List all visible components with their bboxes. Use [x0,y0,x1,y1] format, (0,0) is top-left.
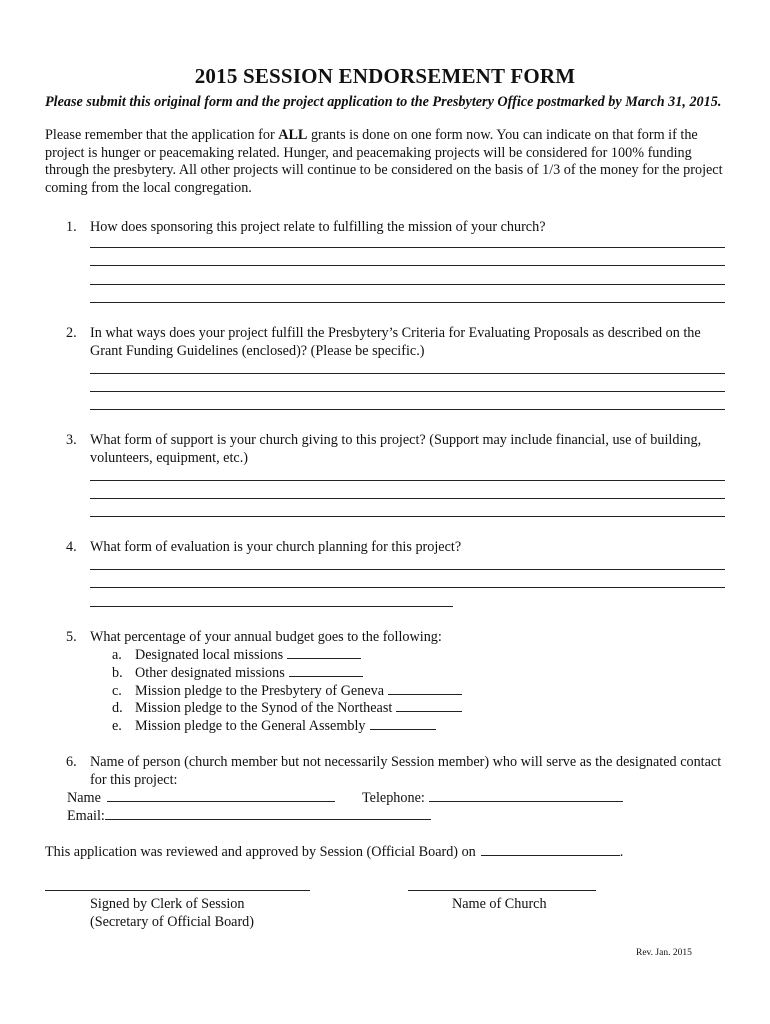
answer-line[interactable] [90,587,725,588]
intro-text-start: Please remember that the application for [45,127,279,143]
contact-email-field[interactable] [105,807,431,820]
item-label: Other designated missions [135,665,285,681]
answer-line[interactable] [90,480,725,481]
question-text: What form of support is your church giving to this project? (Support may include financial, use of building, volunteers, equipment, etc.) [90,432,702,466]
answer-line[interactable] [90,247,725,248]
contact-name-field[interactable] [107,789,335,802]
church-name-caption: Name of Church [452,896,547,912]
percentage-field[interactable] [388,682,462,695]
question-text: How does sponsoring this project relate to fulfilling the mission of your church? [90,219,546,235]
church-name-line[interactable] [408,890,596,891]
answer-line[interactable] [90,373,725,374]
item-letter: b. [112,665,123,681]
item-letter: c. [112,683,122,699]
answer-line[interactable] [90,302,725,303]
item-label: Mission pledge to the Presbytery of Geneva [135,683,385,699]
item-label: Mission pledge to the Synod of the Northeast [135,700,393,716]
question-text: Name of person (church member but not necessarily Session member) who will serve as the designated contact for this project: [90,754,722,788]
approval-date-field[interactable] [481,843,620,856]
revision-date: Rev. Jan. 2015 [636,948,692,958]
question-text: What form of evaluation is your church planning for this project? [90,539,462,555]
contact-telephone-field[interactable] [429,789,623,802]
question-number: 6. [66,754,77,770]
answer-line[interactable] [90,516,725,517]
name-label: Name [67,790,101,806]
answer-line[interactable] [90,265,725,266]
answer-line[interactable] [90,569,725,570]
approval-text: This application was reviewed and approved by Session (Official Board) on [45,844,476,860]
contact-name-row [67,789,335,807]
clerk-signature-line[interactable] [45,890,310,891]
question-number: 2. [66,325,77,341]
question-number: 4. [66,539,77,555]
answer-line[interactable] [90,284,725,285]
percentage-field[interactable] [396,699,462,712]
percentage-field[interactable] [370,717,436,730]
percentage-field[interactable] [289,664,363,677]
approval-period: . [619,844,624,860]
percentage-field[interactable] [287,646,361,659]
item-letter: d. [112,700,123,716]
contact-telephone-row [362,789,623,807]
item-letter: e. [112,718,122,734]
clerk-title-caption: (Secretary of Official Board) [90,914,255,930]
intro-paragraph [45,127,735,197]
answer-line[interactable] [90,409,725,410]
submission-instructions: Please submit this original form and the project application to the Presbytery Office postmarked by March 31, 2015. [45,94,722,110]
intro-text-emphasis: ALL [278,127,308,143]
question-number: 1. [66,219,77,235]
answer-line[interactable] [90,498,725,499]
item-label: Designated local missions [135,647,284,663]
answer-line[interactable] [90,606,453,607]
contact-email-row [67,807,431,825]
item-label: Mission pledge to the General Assembly [135,718,366,734]
intro-text-end: grants is done on one form now. You can indicate on that form if the project is hunger or peacemaking related. Hunger, and peacemaking projects will be considered for 100% funding through the presbytery. All other projects will continue to be considered on the basis of 1/3 of the money for the project coming from the local congregation. [45,127,723,196]
question-text: What percentage of your annual budget goes to the following: [90,629,442,645]
question-text: In what ways does your project fulfill the Presbytery’s Criteria for Evaluating Proposals as described on the Grant Funding Guidelines (enclosed)? (Please be specific.) [90,325,701,359]
approval-row [45,843,623,861]
answer-line[interactable] [90,391,725,392]
question-number: 3. [66,432,77,448]
clerk-signature-caption: Signed by Clerk of Session [90,896,245,912]
email-label: Email: [67,808,105,824]
form-title: 2015 SESSION ENDORSEMENT FORM [194,64,576,88]
question-number: 5. [66,629,77,645]
item-letter: a. [112,647,122,663]
telephone-label: Telephone: [362,790,425,806]
